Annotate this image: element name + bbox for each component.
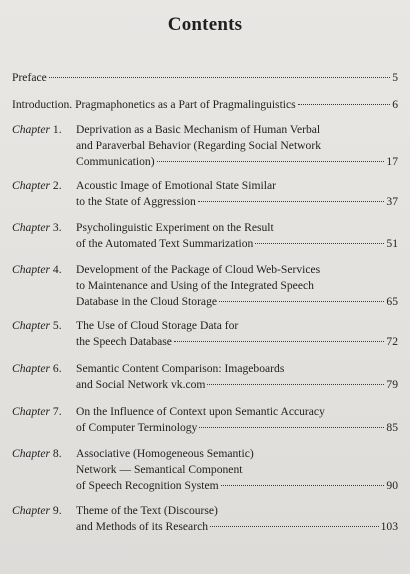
toc-page-number: 72 — [386, 335, 398, 348]
toc-page-number: 79 — [386, 378, 398, 391]
toc-entry-title: Communication) — [76, 155, 155, 168]
leader-dots — [298, 104, 391, 105]
chapter-label: Chapter 5. — [12, 319, 62, 332]
toc-page-number: 6 — [392, 98, 398, 111]
chapter-label: Chapter 8. — [12, 447, 62, 460]
leader-dots — [174, 341, 384, 342]
chapter-label: Chapter 9. — [12, 504, 62, 517]
toc-entry-line: to Maintenance and Using of the Integrated Speech — [76, 279, 314, 292]
toc-entry-title: the Speech Database — [76, 335, 172, 348]
toc-entry-line: Network — Semantical Component — [76, 463, 243, 476]
toc-entry-title: and Methods of its Research — [76, 520, 209, 533]
toc-page-number: 65 — [386, 295, 398, 308]
leader-dots — [198, 201, 385, 202]
chapter-label: Chapter 2. — [12, 179, 62, 192]
toc-page-number: 37 — [386, 195, 398, 208]
toc-page-number: 90 — [386, 479, 398, 492]
toc-entry-line: Semantic Content Comparison: Imageboards — [76, 362, 285, 375]
toc-page-number: 51 — [386, 237, 398, 250]
leader-dots — [157, 161, 385, 162]
chapter-label: Chapter 3. — [12, 221, 62, 234]
toc-entry-line: Deprivation as a Basic Mechanism of Human Verbal — [76, 123, 321, 136]
toc-entry-line: Development of the Package of Cloud Web-Services — [76, 263, 321, 276]
toc-entry-line: and Paraverbal Behavior (Regarding Social Network — [76, 139, 321, 152]
toc-entry-title: of the Automated Text Summarization — [76, 237, 254, 250]
chapter-label: Chapter 4. — [12, 263, 62, 276]
toc-entry-title: of Computer Terminology — [76, 421, 198, 434]
toc-entry-title: of Speech Recognition System — [76, 479, 219, 492]
leader-dots — [199, 427, 384, 428]
toc-page-number: 103 — [380, 520, 398, 533]
toc-entry-line: Theme of the Text (Discourse) — [76, 504, 218, 517]
page-title: Contents — [167, 14, 243, 35]
leader-dots — [210, 526, 379, 527]
toc-entry-line: Associative (Homogeneous Semantic) — [76, 447, 254, 460]
toc-entry-title: Introduction. Pragmaphonetics as a Part of Pragmalinguistics — [12, 98, 296, 111]
toc-entry-line: Acoustic Image of Emotional State Similar — [76, 179, 276, 192]
leader-dots — [221, 485, 385, 486]
chapter-label: Chapter 6. — [12, 362, 62, 375]
toc-page-number: 85 — [386, 421, 398, 434]
leader-dots — [255, 243, 384, 244]
toc-entry-line: The Use of Cloud Storage Data for — [76, 319, 239, 332]
chapter-label: Chapter 7. — [12, 405, 62, 418]
chapter-label: Chapter 1. — [12, 123, 62, 136]
leader-dots — [49, 77, 390, 78]
toc-entry-line: Psycholinguistic Experiment on the Result — [76, 221, 274, 234]
toc-entry-title: and Social Network vk.com — [76, 378, 206, 391]
toc-page-number: 17 — [386, 155, 398, 168]
toc-entry-title: Database in the Cloud Storage — [76, 295, 218, 308]
leader-dots — [219, 301, 384, 302]
toc-entry-line: On the Influence of Context upon Semantic Accuracy — [76, 405, 325, 418]
toc-entry-title: Preface — [12, 71, 47, 84]
toc-page-number: 5 — [392, 71, 398, 84]
leader-dots — [207, 384, 384, 385]
toc-entry-title: to the State of Aggression — [76, 195, 196, 208]
